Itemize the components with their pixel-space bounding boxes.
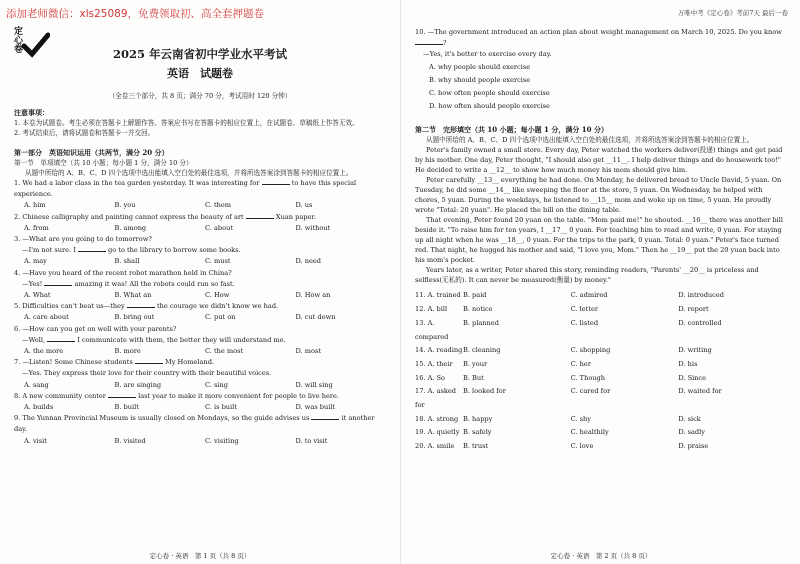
cloze-option[interactable]: 14. A. reading bbox=[415, 346, 463, 355]
cloze-option[interactable]: B. trust bbox=[463, 442, 489, 451]
note-2: 2. 考试结束后，请将试题卷和答题卡一并交回。 bbox=[14, 129, 155, 137]
option-d[interactable]: D. to visit bbox=[295, 436, 328, 445]
option-d[interactable]: D. us bbox=[295, 201, 313, 210]
question-text: —Well, bbox=[22, 335, 46, 344]
question-text-end: I communicate with them, the better they will understand me. bbox=[77, 335, 286, 344]
check-icon bbox=[20, 32, 50, 58]
option-d[interactable]: D. was built bbox=[295, 403, 336, 412]
question-text-end: Xuan paper. bbox=[275, 212, 316, 221]
option-c[interactable]: C. sing bbox=[205, 380, 228, 389]
option-a[interactable]: A. the more bbox=[24, 347, 64, 356]
option-d[interactable]: D. need bbox=[295, 257, 322, 266]
question-list bbox=[14, 178, 386, 447]
cloze-option[interactable]: D. report bbox=[678, 305, 709, 314]
answer-blank[interactable] bbox=[262, 178, 290, 185]
exam-title: 2025 年云南省初中学业水平考试 bbox=[112, 47, 287, 61]
cloze-option[interactable]: C. her bbox=[570, 359, 591, 368]
option-b[interactable]: B. are singing bbox=[114, 380, 162, 389]
exam-subtitle: 英语 试题卷 bbox=[167, 67, 233, 80]
page-footer-right: 定心卷 · 英语 第 2 页（共 8 页） bbox=[550, 552, 652, 560]
cloze-option[interactable]: 12. A. bill bbox=[415, 305, 448, 314]
option-row bbox=[14, 346, 386, 357]
cloze-options bbox=[415, 289, 786, 453]
cloze-option[interactable]: B. But bbox=[463, 373, 484, 382]
question-text-end: it another day. bbox=[14, 414, 375, 434]
cloze-option[interactable]: C. letter bbox=[570, 305, 599, 314]
option-row bbox=[14, 436, 386, 447]
question-text-end: amazing it was! All the robots could run so fast. bbox=[74, 279, 235, 288]
answer-blank[interactable] bbox=[47, 335, 75, 342]
cloze-option[interactable]: C. love bbox=[570, 442, 594, 451]
question-text: —I'm not sure. I bbox=[22, 246, 76, 255]
cloze-option[interactable]: D. his bbox=[678, 359, 698, 368]
option-c[interactable]: C. them bbox=[205, 201, 232, 210]
passage-paragraph: Years later, as a writer, Peter shared this story, reminding readers, "Parents' __20__ is priceless and selfless(无私的). It can never be measured(衡量) by money." bbox=[415, 266, 759, 285]
cloze-option[interactable]: C. listed bbox=[570, 318, 599, 327]
option-d[interactable]: D. cut down bbox=[295, 313, 336, 322]
cloze-option[interactable]: B. notice bbox=[463, 305, 493, 314]
exam-info: （全卷三个部分，共 8 页；满分 70 分，考试用时 120 分钟） bbox=[108, 92, 292, 100]
option-row bbox=[14, 223, 386, 234]
option-row bbox=[14, 256, 386, 267]
question-text-end: the courage we didn't know we had. bbox=[156, 302, 279, 311]
question-line bbox=[14, 279, 386, 290]
question-stem: 3. —What are you going to do tomorrow? bbox=[14, 235, 152, 244]
answer-blank[interactable] bbox=[78, 245, 106, 252]
question-text: 9. The Yunnan Provincial Museum is usually closed on Mondays, so the guide advises us bbox=[14, 414, 310, 423]
option-b[interactable]: B. among bbox=[114, 223, 147, 232]
cloze-option[interactable]: C. cared for bbox=[570, 387, 611, 396]
option-c[interactable]: C. visiting bbox=[205, 436, 239, 445]
cloze-option[interactable]: 20. A. smile bbox=[415, 442, 455, 451]
cloze-option[interactable]: D. sadly bbox=[678, 428, 705, 437]
q10-option-c[interactable]: C. how often people should exercise bbox=[429, 89, 550, 98]
section1-instruction: 从题中所给的 A、B、C、D 四个选项中选出能填入空白处的最佳选项，并将所选答案涂到答题卡的相应位置上。 bbox=[25, 169, 353, 177]
option-a[interactable]: A. builds bbox=[24, 403, 54, 412]
cloze-option[interactable]: D. waited for bbox=[678, 387, 722, 396]
option-b[interactable]: B. shall bbox=[114, 257, 140, 266]
option-row bbox=[14, 402, 386, 413]
section2-instruction: 从题中所给的 A、B、C、D 四个选项中选出能填入空白处的最佳选项，并将所选答案涂到答题卡的相应位置上。 bbox=[426, 136, 754, 145]
page-footer-left: 定心卷 · 英语 第 1 页（共 8 页） bbox=[149, 552, 251, 560]
option-d[interactable]: D. will sing bbox=[295, 380, 333, 389]
cloze-option-row bbox=[415, 317, 786, 344]
page-right bbox=[400, 0, 800, 564]
cloze-option[interactable]: B. paid bbox=[463, 291, 487, 300]
cloze-option[interactable]: D. praise bbox=[678, 442, 709, 451]
cloze-option[interactable]: B. happy bbox=[463, 414, 493, 423]
option-c[interactable]: C. put on bbox=[205, 313, 236, 322]
cloze-option[interactable]: B. cleaning bbox=[463, 346, 501, 355]
question-text: —Yes! bbox=[22, 279, 43, 288]
option-a[interactable]: A. What bbox=[24, 291, 51, 300]
cloze-option[interactable]: C. shy bbox=[570, 414, 592, 423]
question-text: 7. —Listen! Some Chinese students bbox=[14, 358, 133, 367]
option-a[interactable]: A. visit bbox=[24, 436, 47, 445]
answer-blank[interactable] bbox=[415, 38, 443, 45]
notes-heading: 注意事项： bbox=[14, 108, 49, 117]
question-10-reply: —Yes, it's better to exercise every day. bbox=[423, 50, 552, 59]
option-a[interactable]: A. may bbox=[24, 257, 47, 266]
question-text: 5. Difficulties can't beat us—they bbox=[14, 302, 125, 311]
cloze-option-row bbox=[415, 413, 786, 427]
passage-paragraph: That evening, Peter found 20 yuan on the table. "Mom paid me!" he shouted. __16__ there was another bill beside it. "To raise him for ten years, I __17__ 0 yuan. For teaching him to read and write, 0 yuan. For staying up all night when he was __18__, 0 yuan. For the trips to the park, 0 yuan. Total: 0 yuan." Peter's face turned red. That night, he hugged his mother and said, "I love you, Mom." Then he __19__ put the 20 yuan back into his mom's pocket. bbox=[415, 216, 783, 265]
option-b[interactable]: B. built bbox=[114, 403, 139, 412]
option-d[interactable]: D. most bbox=[295, 347, 321, 356]
cloze-option-row bbox=[415, 426, 786, 440]
cloze-option[interactable]: B. safely bbox=[463, 428, 492, 437]
section1-heading: 第一节 单项填空（共 10 小题；每小题 1 分，满分 10 分） bbox=[14, 159, 193, 167]
question-text-end: to have this special experience. bbox=[14, 179, 357, 199]
option-c[interactable]: C. How bbox=[205, 291, 230, 300]
cloze-option[interactable]: B. planned bbox=[463, 318, 499, 327]
stamp-logo bbox=[12, 26, 52, 60]
header-right: 万唯中考《定心卷》考前7天 最后一卷 bbox=[677, 9, 788, 17]
question-text: 8. A new community center bbox=[14, 391, 106, 400]
option-row bbox=[14, 290, 386, 301]
option-a[interactable]: A. him bbox=[24, 201, 46, 210]
section2-heading: 第二节 完形填空（共 10 小题；每小题 1 分，满分 10 分） bbox=[415, 125, 608, 135]
answer-blank[interactable] bbox=[108, 391, 136, 398]
question-10-end: ? bbox=[443, 39, 447, 48]
answer-blank[interactable] bbox=[44, 279, 72, 286]
answer-blank[interactable] bbox=[246, 212, 274, 219]
question-stem: 6. —How can you get on well with your parents? bbox=[14, 324, 177, 333]
passage-paragraph: Peter's family owned a small store. Every day, Peter watched the workers deliver(投递) things and get paid by his mother. One day, Peter thought, "I should also get __11__. I help deliver things and do housework too!" He decided to write a __12__ to show how much money his mom should give him. bbox=[415, 146, 783, 175]
cloze-option[interactable]: D. writing bbox=[678, 346, 712, 355]
cloze-option[interactable]: C. admired bbox=[570, 291, 608, 300]
cloze-option[interactable]: 16. A. So bbox=[415, 373, 446, 382]
cloze-option[interactable]: D. Since bbox=[678, 373, 707, 382]
cloze-option-row bbox=[415, 385, 786, 412]
question-line bbox=[14, 245, 386, 256]
option-b[interactable]: B. What an bbox=[114, 291, 152, 300]
option-b[interactable]: B. visited bbox=[114, 436, 146, 445]
answer-blank[interactable] bbox=[311, 413, 339, 420]
option-c[interactable]: C. must bbox=[205, 257, 231, 266]
cloze-option-row bbox=[415, 344, 786, 358]
question-line bbox=[14, 335, 386, 346]
option-c[interactable]: C. is built bbox=[205, 403, 237, 412]
cloze-option-row bbox=[415, 303, 786, 317]
option-c[interactable]: C. about bbox=[205, 223, 234, 232]
cloze-option-row bbox=[415, 372, 786, 386]
question-reply: —Yes. They express their love for their country with their beautiful voices. bbox=[22, 369, 272, 378]
cloze-option-row bbox=[415, 440, 786, 454]
question-line bbox=[14, 357, 386, 368]
promo-text: 添加老师微信：xls25089，免费领取初、高全套押题卷 bbox=[6, 8, 265, 20]
cloze-option[interactable]: 15. A. their bbox=[415, 359, 453, 368]
cloze-option[interactable]: D. sick bbox=[678, 414, 701, 423]
cloze-option[interactable]: 13. A. compared bbox=[415, 318, 449, 341]
cloze-option[interactable]: 11. A. trained bbox=[415, 291, 461, 300]
cloze-option[interactable]: B. your bbox=[463, 359, 488, 368]
stamp-text: 定心卷 bbox=[12, 26, 22, 53]
note-1: 1. 本卷为试题卷。考生必须在答题卡上解题作答。答案应书写在答题卡的相应位置上，在试题卷、草稿纸上作答无效。 bbox=[14, 119, 359, 127]
option-a[interactable]: A. from bbox=[24, 223, 49, 232]
answer-blank[interactable] bbox=[127, 301, 155, 308]
question-line bbox=[14, 391, 386, 402]
question-text: 2. Chinese calligraphy and painting cannot express the beauty of art bbox=[14, 212, 244, 221]
cloze-option-row bbox=[415, 289, 786, 303]
part1-heading: 第一部分 英语知识运用（共两节，满分 20 分） bbox=[14, 148, 169, 157]
option-b[interactable]: B. more bbox=[114, 347, 141, 356]
question-line bbox=[14, 212, 386, 223]
question-line bbox=[14, 301, 386, 312]
option-row bbox=[14, 200, 386, 211]
question-stem: 4. —Have you heard of the recent robot marathon held in China? bbox=[14, 268, 232, 277]
question-line bbox=[14, 178, 386, 200]
question-text: 1. We had a labor class in the tea garden yesterday. It was interesting for bbox=[14, 179, 260, 187]
question-line bbox=[14, 413, 386, 435]
cloze-option[interactable]: C. shopping bbox=[570, 346, 611, 355]
question-text-end: last year to make it more convenient for people to live here. bbox=[138, 391, 340, 400]
option-d[interactable]: D. without bbox=[295, 223, 331, 232]
cloze-option-row bbox=[415, 358, 786, 372]
cloze-option[interactable]: 17. A. asked for bbox=[415, 387, 456, 410]
q10-option-a[interactable]: A. why people should exercise bbox=[429, 62, 531, 71]
cloze-passage bbox=[415, 145, 786, 285]
question-10-text: 10. —The government introduced an action plan about weight management on March 10, 2025. Do you know bbox=[415, 28, 782, 36]
question-text-end: go to the library to borrow some books. bbox=[108, 246, 241, 255]
question-10 bbox=[415, 27, 786, 49]
q10-option-b[interactable]: B. why should people exercise bbox=[429, 75, 531, 84]
cloze-option[interactable]: 18. A. strong bbox=[415, 414, 459, 423]
cloze-option[interactable]: C. Though bbox=[570, 373, 606, 382]
cloze-option[interactable]: D. controlled bbox=[678, 318, 722, 327]
answer-blank[interactable] bbox=[135, 357, 163, 364]
option-b[interactable]: B. you bbox=[114, 201, 136, 210]
option-a[interactable]: A. sang bbox=[24, 380, 49, 389]
question-text-end: My Homeland. bbox=[164, 358, 215, 367]
cloze-option[interactable]: C. healthily bbox=[570, 428, 609, 437]
option-c[interactable]: C. the most bbox=[205, 347, 244, 356]
option-a[interactable]: A. care about bbox=[24, 313, 69, 322]
cloze-option[interactable]: 19. A. quietly bbox=[415, 428, 460, 437]
q10-option-d[interactable]: D. how often should people exercise bbox=[429, 102, 550, 111]
cloze-option[interactable]: D. introduced bbox=[678, 291, 724, 300]
option-row bbox=[14, 380, 386, 391]
option-d[interactable]: D. How an bbox=[295, 291, 331, 300]
option-row bbox=[14, 312, 386, 323]
passage-paragraph: Peter carefully __13__ everything he had done. On Monday, he delivered bread to Uncle David, 5 yuan. On Tuesday, he did some __14__ like sweeping the floor at the store, 5 yuan. On Wednesday, he helped with chores, 5 yuan. During the weekdays, he listened to __15__ mom and woke up on time, 5 yuan. He proudly wrote "Total: 20 yuan". He placed the bill on the dining table. bbox=[415, 176, 782, 215]
option-b[interactable]: B. bring out bbox=[114, 313, 155, 322]
cloze-option[interactable]: B. looked for bbox=[463, 387, 506, 396]
